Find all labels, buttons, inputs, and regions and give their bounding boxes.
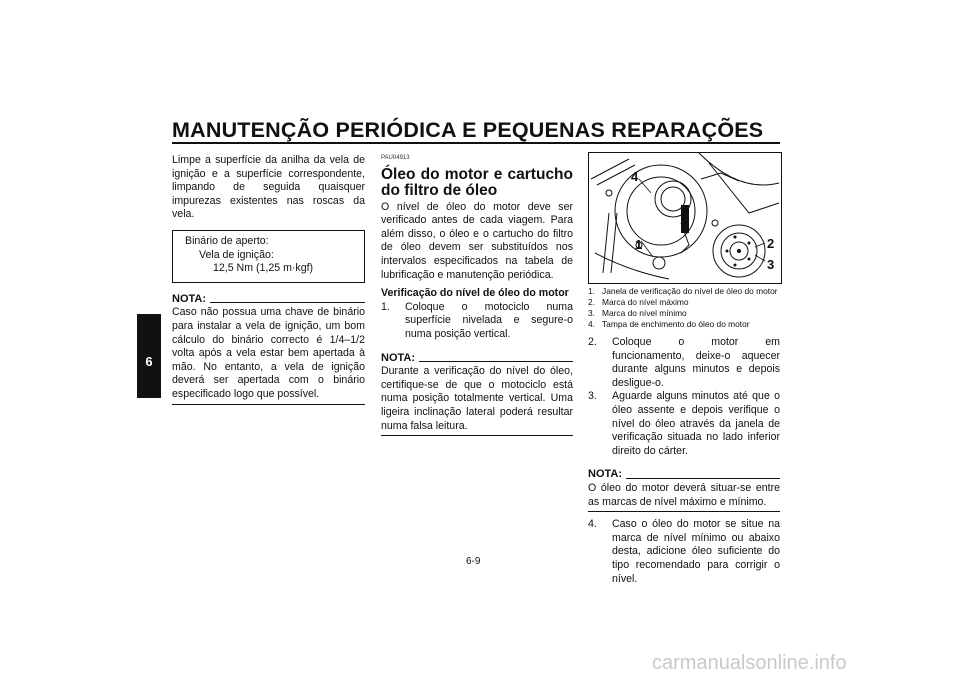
engine-oil-figure (588, 152, 782, 284)
torque-value: 12,5 Nm (1,25 m·kgf) (213, 262, 314, 275)
nota-label: NOTA: (588, 468, 623, 481)
caption-text: Marca do nível mínimo (602, 308, 687, 318)
caption-number: 4. (588, 319, 595, 329)
figure-captions (588, 286, 780, 330)
column-2 (381, 152, 573, 436)
caption-item (588, 297, 780, 308)
caption-item (588, 308, 780, 319)
chapter-tab-label: 6 (145, 354, 153, 369)
callout-4: 4 (631, 169, 639, 184)
step-number: 2. (588, 336, 597, 348)
subheading: Verificação do nível de óleo do motor (381, 287, 569, 300)
step-number: 3. (588, 390, 597, 403)
nota-text: Caso não possua uma chave de binário para instalar a vela de ignição, um bom cálculo do binário correcto é 1/4–1/2 volta após a vela estar bem apertada à mão. No entanto, a vela de ignição deverá ser apertada com o binário especificado logo que possível. (172, 306, 365, 400)
section-heading: Óleo do motor e cartucho do filtro de óleo (381, 165, 573, 199)
torque-item: Vela de ignição: (199, 248, 274, 261)
torque-label: Binário de aperto: (185, 234, 269, 247)
step-1 (381, 301, 573, 342)
chapter-tab (137, 314, 161, 398)
nota-end-rule (588, 511, 780, 512)
caption-text: Marca do nível máximo (602, 297, 689, 307)
spark-plug-intro: Limpe a superfície da anilha da vela de ignição e a superfície correspondente, limpando de seguida quaisquer impurezas existentes nas roscas da vela. (172, 154, 365, 221)
caption-item (588, 319, 780, 330)
caption-number: 1. (588, 286, 595, 296)
nota-end-rule (381, 435, 573, 436)
nota-heading (381, 352, 573, 366)
step-text: Aguarde alguns minutos até que o óleo assente e depois verifique o nível do óleo através da janela de verificação situada no lado inferior direito do cárter. (612, 390, 780, 457)
page-number: 6-9 (466, 556, 481, 567)
title-rule (172, 142, 780, 144)
nota-label: NOTA: (172, 292, 207, 305)
section-code: PAU04913 (381, 155, 410, 161)
column-1 (172, 154, 365, 405)
watermark: carmanualsonline.info (652, 652, 847, 674)
nota-end-rule (172, 404, 365, 405)
page-title: MANUTENÇÃO PERIÓDICA E PEQUENAS REPARAÇÕES (172, 118, 764, 142)
caption-number: 3. (588, 308, 595, 318)
caption-number: 2. (588, 297, 595, 307)
nota-text: Durante a verificação do nível do óleo, certifique-se de que o motociclo está numa posição totalmente vertical. Uma ligeira inclinação lateral poderá resultar numa falsa leitura. (381, 365, 573, 432)
callout-1: 1 (635, 237, 643, 252)
step-text: Coloque o motociclo numa superfície nivelada e segure-o numa posição vertical. (405, 300, 573, 340)
step-number: 4. (588, 518, 597, 531)
steps-2-3 (588, 336, 780, 458)
step-3 (588, 390, 780, 458)
step-4 (588, 518, 780, 586)
caption-item (588, 286, 780, 297)
nota-heading (172, 293, 365, 307)
step-2 (588, 336, 780, 390)
step-number: 1. (381, 300, 390, 313)
engine-illustration (589, 153, 781, 283)
torque-box (172, 230, 365, 283)
nota-label: NOTA: (381, 351, 416, 364)
step-text: Coloque o motor em funcionamento, deixe-o aquecer durante alguns minutos e depois desligue-o. (612, 336, 780, 389)
callout-2: 2 (767, 236, 775, 251)
caption-text: Janela de verificação do nível de óleo do motor (602, 286, 778, 296)
nota-text: O óleo do motor deverá situar-se entre as marcas de nível máximo e mínimo. (588, 481, 780, 508)
step-text: Caso o óleo do motor se situe na marca de nível mínimo ou abaixo desta, adicione óleo suficiente do tipo recomendado para corrigir o nível. (612, 518, 780, 585)
caption-text: Tampa de enchimento do óleo do motor (602, 319, 750, 329)
column-3 (588, 286, 780, 586)
oil-intro: O nível de óleo do motor deve ser verificado antes de cada viagem. Para além disso, o óleo e o cartucho do filtro de óleo devem ser substituídos nos intervalos especificados na tabela de lubrificação e manutenção periódica. (381, 200, 573, 281)
callout-3: 3 (767, 257, 775, 272)
nota-heading (588, 468, 780, 482)
